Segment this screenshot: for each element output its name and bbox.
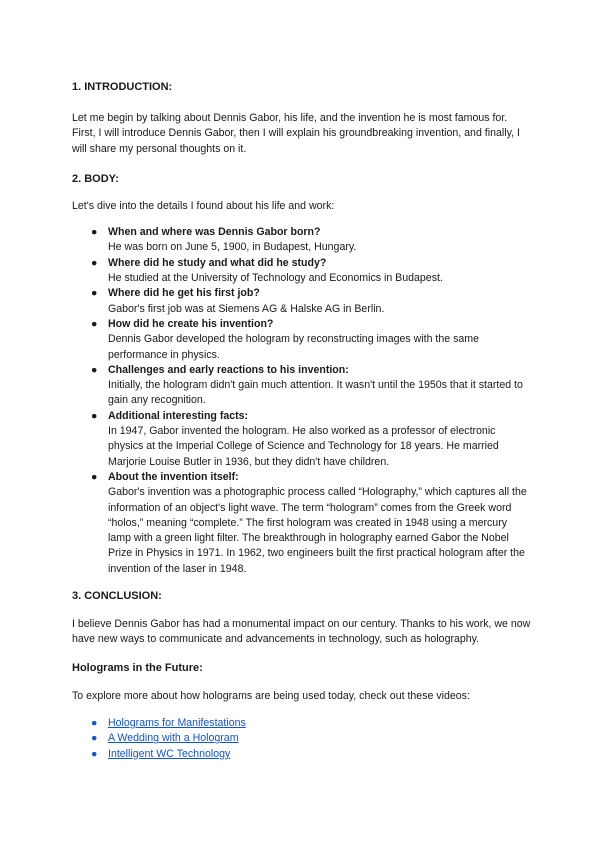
list-item (72, 470, 532, 577)
introduction-text: Let me begin by talking about Dennis Gabor, his life, and the invention he is most famous for. First, I will introduce Dennis Gabor, then I will explain his groundbreaking invention, and finally, I will share my personal thoughts on it. (72, 112, 520, 155)
link-intelligent-wc[interactable]: Intelligent WC Technology (108, 747, 231, 760)
item-answer: He studied at the University of Technology and Economics in Budapest. (108, 272, 443, 285)
bullet-icon: ● (91, 363, 98, 376)
item-answer: He was born on June 5, 1900, in Budapest, Hungary. (108, 241, 357, 254)
item-answer: In 1947, Gabor invented the hologram. He also worked as a professor of electronic physics at the Imperial College of Science and Technology for 18 years. He married Marjorie Louise Butler in 1936, but they didn't have children. (108, 425, 499, 468)
video-links-list (72, 716, 532, 762)
list-item (72, 363, 532, 409)
bullet-icon: ● (91, 732, 98, 745)
introduction-heading: 1. INTRODUCTION: (72, 81, 173, 93)
future-heading: Holograms in the Future: (72, 661, 203, 674)
item-answer: Gabor's first job was at Siemens AG & Halske AG in Berlin. (108, 302, 385, 315)
item-answer: Dennis Gabor developed the hologram by reconstructing images with the same performance in physics. (108, 333, 479, 361)
bullet-icon: ● (91, 287, 98, 300)
item-question: Where did he get his first job? (108, 287, 260, 300)
item-question: About the invention itself: (108, 470, 239, 483)
list-item (72, 317, 532, 363)
document-page (72, 80, 532, 762)
link-item (72, 731, 532, 746)
body-intro: Let's dive into the details I found about his life and work: (72, 199, 335, 212)
list-item (72, 409, 532, 470)
item-question: Additional interesting facts: (108, 409, 249, 422)
body-heading: 2. BODY: (72, 172, 119, 185)
bullet-icon: ● (91, 317, 98, 330)
list-item (72, 286, 532, 317)
conclusion-text: I believe Dennis Gabor has had a monumental impact on our century. Thanks to his work, we now have new ways to communicate and advancements in technology, such as holography. (72, 618, 531, 646)
item-question: When and where was Dennis Gabor born? (108, 226, 321, 239)
item-question: Where did he study and what did he study? (108, 256, 327, 269)
list-item (72, 225, 532, 256)
bullet-icon: ● (91, 226, 98, 239)
item-question: Challenges and early reactions to his invention: (108, 363, 349, 376)
bullet-icon: ● (91, 470, 98, 483)
bullet-icon: ● (91, 256, 98, 269)
bullet-icon: ● (91, 747, 98, 760)
item-answer: Initially, the hologram didn't gain much attention. It wasn't until the 1950s that it started to gain any recognition. (108, 379, 523, 407)
list-item (72, 256, 532, 287)
link-wedding-hologram[interactable]: A Wedding with a Hologram (108, 732, 239, 745)
item-question: How did he create his invention? (108, 317, 274, 330)
link-item (72, 716, 532, 731)
item-answer: Gabor's invention was a photographic process called “Holography,” which captures all the information of an object's light wave. The term “hologram” comes from the Greek word “holos,” meaning “complete.” The first hologram was created in 1948 using a mercury lamp with a green light filter. The breakthrough in holography earned Gabor the Nobel Prize in Physics in 1971. In 1962, two engineers built the first practical hologram after the invention of the laser in 1948. (108, 486, 527, 575)
link-holograms-manifestations[interactable]: Holograms for Manifestations (108, 716, 246, 729)
bullet-icon: ● (91, 409, 98, 422)
bullet-icon: ● (91, 716, 98, 729)
link-item (72, 747, 532, 762)
body-list (72, 225, 532, 577)
conclusion-heading: 3. CONCLUSION: (72, 590, 162, 603)
future-intro: To explore more about how holograms are being used today, check out these videos: (72, 689, 470, 702)
